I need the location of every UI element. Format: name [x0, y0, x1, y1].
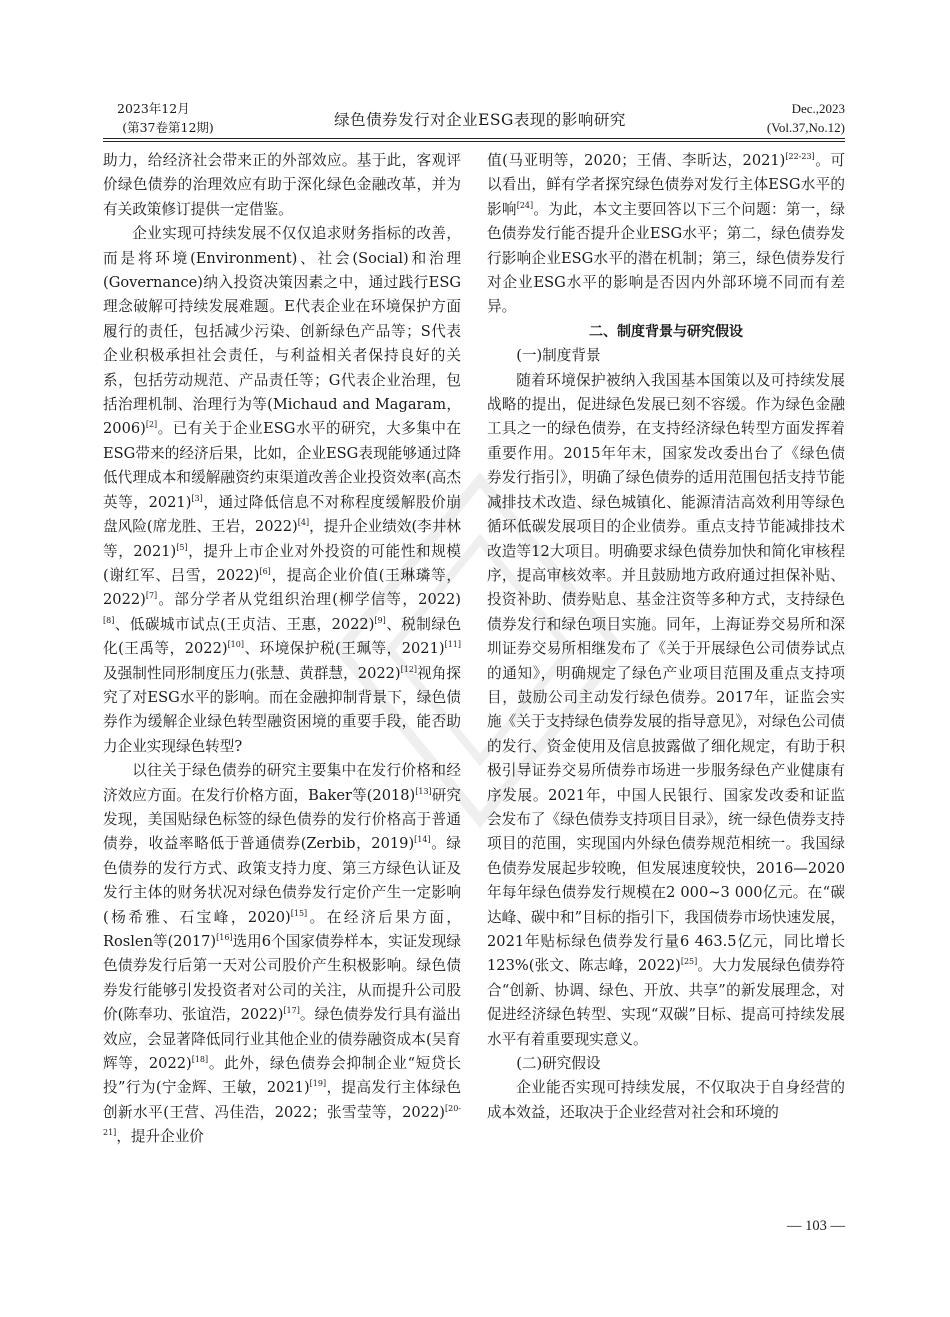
text-span: ，提升上市企业对外投资的可能性和规模(谢红军、吕雪，2022) [103, 542, 461, 584]
header-date-en: Dec.,2023 [791, 101, 845, 116]
text-span: 选用6个国家债券样本，实证发现绿色债券发行后第一天对公司股价产生积极影响。绿色债券发行能够引发投资者对公司的关注，从而提升公司股价(陈奉功、张谊浩，2022) [103, 933, 461, 1024]
text-span: 企业实现可持续发展不仅仅追求财务指标的改善，而是将环境(Environment)、社会(Social)和治理(Governance)纳入投资决策因素之中，通过践行ESG理念破解可持续发展难题。E代表企业在环境保护方面履行的责任，包括减少污染、创新绿色产品等；S代表企业积极承担社会责任，与利益相关者保持良好的关系，包括劳动规范、产品责任等；G代表企业治理，包括治理机制、治理行为等(Michaud and Magaram，2006) [103, 225, 461, 438]
paragraph [487, 369, 845, 1052]
header-date-cn: 2023年12月 [117, 101, 190, 116]
text-span: 研究发现，美国贴绿色标签的绿色债券的发行价格高于普通债券，收益率略低于普通债券(Zerbib，2019) [103, 786, 461, 853]
header-volume-en: (Vol.37,No.12) [766, 120, 845, 135]
citation: [16] [216, 933, 233, 942]
subsection-heading: (二)研究假设 [516, 1055, 601, 1073]
header-rule-top [103, 138, 845, 139]
paragraph: 助力，给经济社会带来正的外部效应。基于此，客观评价绿色债券的治理效应有助于深化绿色金融改革，并为有关政策修订提供一定借鉴。 [103, 152, 461, 218]
text-span: 。可以看出，鲜有学者探究绿色债券对发行主体ESG水平的影响 [487, 152, 845, 218]
paragraph [487, 149, 845, 320]
citation: [9] [374, 615, 386, 625]
running-title: 绿色债券发行对企业ESG表现的影响研究 [334, 111, 626, 129]
text-span: 、低碳城市试点(王贞洁、王惠，2022) [114, 615, 375, 633]
citation: [13] [415, 786, 432, 796]
paragraph: 企业能否实现可持续发展，不仅取决于自身经营的成本效益，还取决于企业经营对社会和环境的 [487, 1079, 845, 1121]
section-heading: 二、制度背景与研究假设 [589, 323, 743, 340]
text-span: ，通过降低信息不对称程度缓解股价崩盘风险(席龙胜、王岩，2022) [103, 493, 461, 536]
citation: [25] [680, 957, 698, 967]
text-span: 。此外，绿色债券会抑制企业“短贷长投”行为(宁金辉、王敏，2021) [103, 1055, 461, 1097]
text-span: 、税制绿色化(王禹等，2022) [103, 615, 461, 658]
text-span: 。为此，本文主要回答以下三个问题：第一，绿色债券发行能否提升企业ESG水平；第二，绿色债券发行影响企业ESG水平的潜在机制；第三，绿色债券发行对企业ESG水平的影响是否因内外部环境不同而有差异。 [487, 200, 845, 316]
page-number: — 103 — [787, 1218, 845, 1234]
citation: [19] [309, 1079, 327, 1089]
journal-issue-en [730, 99, 845, 137]
right-column [487, 149, 845, 1125]
citation: [10] [227, 640, 244, 650]
citation: [22-23] [785, 152, 815, 161]
paragraph [103, 759, 461, 1150]
text-span: 。绿色债券的发行方式、政策支持力度、第三方绿色认证及发行主体的财务状况对绿色债券发行定价产生一定影响(杨希雅、石宝峰，2020) [103, 835, 461, 926]
citation: [6] [259, 566, 271, 576]
text-span: 。绿色债券发行具有溢出效应，会显著降低同行业其他企业的债券融资成本(吴育辉等，2022) [103, 1006, 461, 1073]
text-span: ，提升企业绩效(李井林等，2021) [103, 518, 461, 560]
citation: [18] [191, 1055, 209, 1065]
citation: [11] [444, 640, 461, 650]
citation: [3] [191, 493, 203, 503]
text-span: 及强制性同形制度压力(张慧、黄群慧，2022) [103, 664, 401, 682]
text-span: 。已有关于企业ESG水平的研究，大多集中在ESG带来的经济后果，比如，企业ESG表现能够通过降低代理成本和缓解融资约束渠道改善企业投资效率(高杰英等，2021) [103, 420, 461, 511]
citation: [17] [283, 1006, 300, 1016]
citation: [8] [103, 615, 115, 625]
citation: [24] [516, 200, 534, 210]
text-span: 。大力发展绿色债券符合“创新、协调、绿色、开放、共享”的新发展理念，对促进经济绿色转型、实现“双碳”目标、提高可持续发展水平有着重要现实意义。 [487, 957, 845, 1048]
text-span: 以往关于绿色债券的研究主要集中在发行价格和经济效应方面。在发行价格方面，Baker等(2018) [103, 762, 461, 804]
text-span: 。部分学者从党组织治理(柳学信等，2022) [157, 591, 461, 609]
text-span: 、环境保护税(王珮等，2021) [243, 640, 445, 658]
text-span: ，提升企业价 [116, 1128, 204, 1146]
text-span: 值(马亚明等，2020；王倩、李昕达，2021) [487, 152, 786, 169]
subsection-heading: (一)制度背景 [516, 347, 601, 365]
left-column [103, 149, 461, 1150]
citation: [12] [400, 664, 418, 674]
text-span: 视角探究了对ESG水平的影响。而在金融抑制背景下，绿色债券作为缓解企业绿色转型融资困境的重要手段，能否助力企业实现绿色转型? [103, 664, 461, 755]
text-span: ，提高发行主体绿色创新水平(王营、冯佳浩，2022；张雪莹等，2022) [103, 1079, 461, 1121]
text-span: 。在经济后果方面，Roslen等(2017) [103, 908, 461, 950]
journal-issue-cn [103, 99, 233, 137]
citation: [5] [176, 542, 188, 552]
citation: [15] [290, 908, 308, 918]
header-rule-bottom [103, 141, 845, 142]
citation: [4] [297, 518, 310, 528]
citation: [20-21] [103, 1103, 461, 1138]
text-span: 随着环境保护被纳入我国基本国策以及可持续发展战略的提出，促进绿色发展已刻不容缓。作为绿色金融工具之一的绿色债券，在支持经济绿色转型方面发挥着重要作用。2015年年末，国家发改委出台了《绿色债券发行指引》，明确了绿色债券的适用范围包括支持节能减排技术改造、绿色城镇化、能源清洁高效利用等绿色循环低碳发展项目的企业债券。重点支持节能减排技术改造等12大项目。明确要求绿色债券加快和简化审核程序，提高审核效率。并且鼓励地方政府通过担保补贴、投资补助、债券贴息、基金注资等多种方式，支持绿色债券发行和绿色项目实施。同年，上海证券交易所和深圳证券交易所相继发布了《关于开展绿色公司债券试点的通知》，明确规定了绿色产业项目范围及重点支持项目，鼓励公司主动发行绿色债券。2017年，证监会实施《关于支持绿色债券发展的指导意见》，对绿色公司债的发行、资金使用及信息披露做了细化规定，有助于积极引导证券交易所债券市场进一步服务绿色产业健康有序发展。2021年，中国人民银行、国家发改委和证监会发布了《绿色债券支持项目目录》，统一绿色债券支持项目的范围，实现国内外绿色债券规范相统一。我国绿色债券发展起步较晚，但发展速度较快，2016—2020年每年绿色债券发行规模在2 000~3 000亿元。在“碳达峰、碳中和”目标的指引下，我国债券市场快速发展，2021年贴标绿色债券发行量6 463.5亿元，同比增长123%(张文、陈志峰，2022) [487, 371, 845, 975]
text-span: ，提高企业价值(王琳璘等，2022) [103, 566, 461, 609]
citation: [14] [414, 835, 431, 845]
paragraph [103, 222, 461, 759]
header-volume-cn: (第37卷第12期) [122, 120, 214, 135]
citation: [7] [145, 591, 158, 601]
citation: [2] [145, 420, 158, 430]
